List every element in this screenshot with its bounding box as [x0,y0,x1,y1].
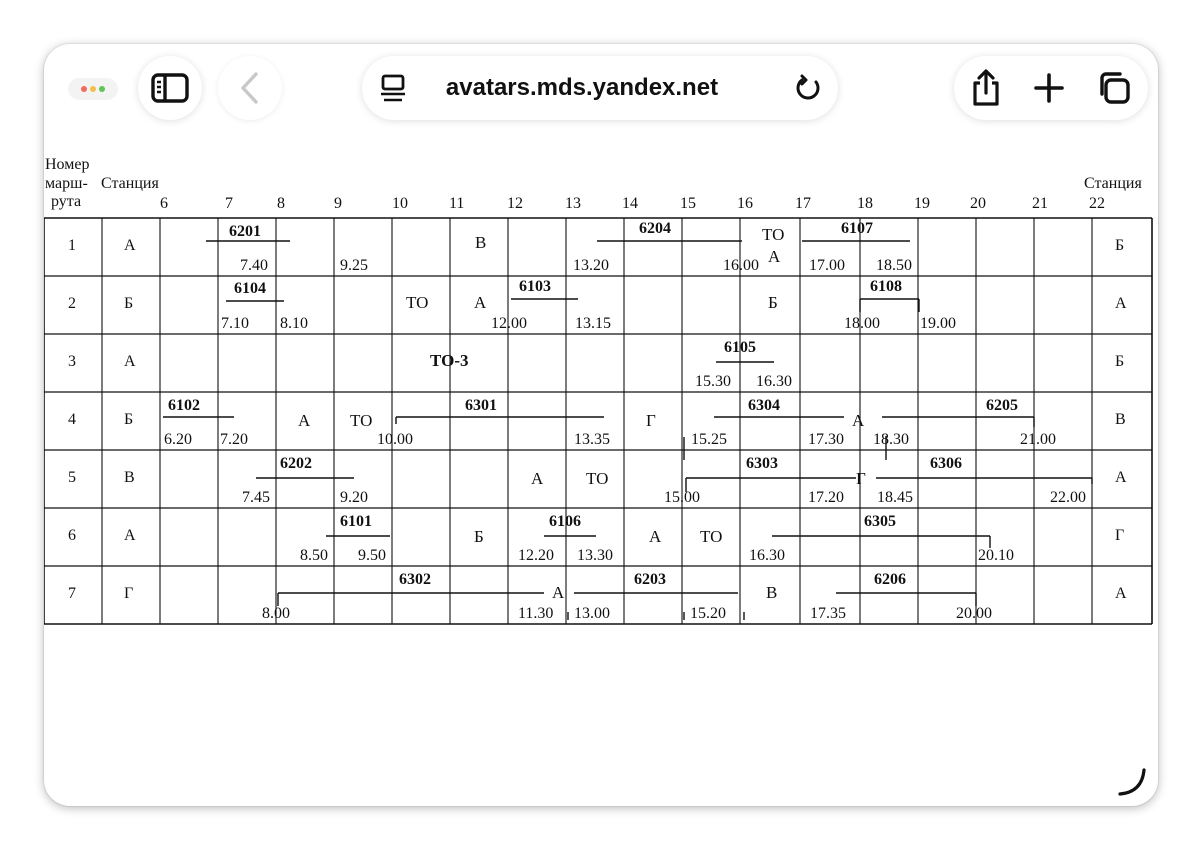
time-label: 10.00 [377,431,413,448]
station-mark: Г [646,411,656,430]
sidebar-button[interactable] [138,56,202,120]
time-label: 18.30 [873,431,909,448]
time-label: 18.50 [876,257,912,274]
hour-11: 11 [449,195,465,212]
hour-17: 17 [795,195,811,212]
time-label: 22.00 [1050,489,1086,506]
station-mark: Б [474,527,484,546]
schedule-marks [298,225,866,602]
station-from: Б [124,411,134,428]
train-number: 6306 [930,455,962,472]
station-from: Б [124,295,134,312]
share-icon[interactable] [970,69,1002,107]
zoom-dot[interactable] [99,86,105,92]
page-menu-icon[interactable] [380,73,406,103]
train-number: 6302 [399,571,431,588]
hour-7: 7 [225,195,233,212]
maintenance-mark: ТО [586,469,609,488]
back-button[interactable] [218,56,282,120]
time-label: 19.00 [920,315,956,332]
train-number: 6108 [870,278,902,295]
close-dot[interactable] [81,86,87,92]
train-number: 6106 [549,513,581,530]
hour-22: 22 [1089,195,1105,212]
maintenance-mark: ТО [406,293,429,312]
route-number: 5 [68,469,76,486]
time-label: 9.20 [340,489,368,506]
station-mark: А [852,411,865,430]
time-label: 13.15 [575,315,611,332]
route-number: 4 [68,411,76,428]
station-mark: В [475,233,487,252]
route-label-line-2: марш- [45,175,88,192]
time-label: 9.50 [358,547,386,564]
time-label: 21.00 [1020,431,1056,448]
address-bar[interactable] [362,56,838,120]
time-label: 13.20 [573,257,609,274]
train-number: 6101 [340,513,372,530]
train-number: 6304 [748,397,780,414]
route-number: 2 [68,295,76,312]
station-to: Б [1115,353,1125,370]
route-label-line-3: рута [51,193,82,210]
time-label: 7.45 [242,489,270,506]
hour-10: 10 [392,195,408,212]
station-right-header: Станция [1084,175,1142,192]
route-number: 3 [68,353,76,370]
hour-14: 14 [622,195,638,212]
time-label: 12.00 [491,315,527,332]
window-controls[interactable] [68,78,118,100]
station-mark: В [766,583,778,602]
time-label: 20.10 [978,547,1014,564]
train-number: 6203 [634,571,666,588]
train-number: 6206 [874,571,906,588]
time-label: 15.20 [690,605,726,622]
station-to: А [1115,469,1127,486]
time-label: 11.30 [518,605,554,622]
station-from: А [124,527,136,544]
train-number: 6305 [864,513,896,530]
time-label: 8.10 [280,315,308,332]
hour-16: 16 [737,195,753,212]
maintenance-mark: ТО [350,411,373,430]
hour-8: 8 [277,195,285,212]
url-text[interactable]: avatars.mds.yandex.net [445,74,719,101]
hour-6: 6 [160,195,168,212]
train-numbers [168,220,1018,588]
browser-window [44,44,1158,806]
station-mark: Г [856,469,866,488]
minimize-dot[interactable] [90,86,96,92]
route-number: 7 [68,585,76,602]
train-schedule-table [44,144,1158,644]
hour-18: 18 [857,195,873,212]
time-label: 16.30 [756,373,792,390]
route-number: 1 [68,237,76,254]
station-from: В [124,469,135,486]
time-label: 16.30 [749,547,785,564]
train-number: 6201 [229,223,261,240]
hour-9: 9 [334,195,342,212]
back-icon [238,71,262,105]
plus-icon[interactable] [1033,72,1065,104]
time-label: 13.00 [574,605,610,622]
time-label: 18.00 [844,315,880,332]
time-label: 6.20 [164,431,192,448]
station-mark: А [768,247,781,266]
hour-scale [160,195,1105,212]
time-label: 20.00 [956,605,992,622]
maintenance-mark: ТО-3 [430,351,469,370]
train-number: 6102 [168,397,200,414]
station-mark: А [474,293,487,312]
time-label: 15.00 [664,489,700,506]
time-label: 9.25 [340,257,368,274]
time-label: 17.35 [810,605,846,622]
reload-icon[interactable] [794,73,822,103]
station-to: Г [1115,527,1125,544]
train-number: 6204 [639,220,671,237]
train-number: 6205 [986,397,1018,414]
time-label: 7.20 [220,431,248,448]
sidebar-icon [150,72,190,104]
station-to: А [1115,295,1127,312]
time-label: 13.30 [577,547,613,564]
hour-12: 12 [507,195,523,212]
time-label: 17.30 [808,431,844,448]
time-label: 7.10 [221,315,249,332]
time-label: 8.00 [262,605,290,622]
time-label: 12.20 [518,547,554,564]
station-from: Г [124,585,134,602]
station-to: А [1115,585,1127,602]
train-number: 6107 [841,220,873,237]
hour-20: 20 [970,195,986,212]
station-mark: А [649,527,662,546]
station-left-header: Станция [101,175,159,192]
time-label: 8.50 [300,547,328,564]
station-mark: А [298,411,311,430]
station-from: А [124,237,136,254]
maintenance-mark: ТО [762,225,785,244]
route-label-line-1: Номер [45,156,90,173]
toolbar-actions [954,56,1148,120]
time-label: 13.35 [574,431,610,448]
train-number: 6303 [746,455,778,472]
hour-21: 21 [1032,195,1048,212]
time-label: 7.40 [240,257,268,274]
train-number: 6104 [234,280,266,297]
time-label: 18.45 [877,489,913,506]
train-number: 6105 [724,339,756,356]
station-mark: Б [768,293,778,312]
resize-corner-icon[interactable] [1114,764,1150,800]
time-label: 15.25 [691,431,727,448]
time-labels [164,257,1086,622]
station-from: А [124,353,136,370]
hour-13: 13 [565,195,581,212]
station-to: В [1115,411,1126,428]
hour-19: 19 [914,195,930,212]
time-label: 16.00 [723,257,759,274]
time-label: 17.00 [809,257,845,274]
station-to: Б [1115,237,1125,254]
tabs-icon[interactable] [1096,70,1132,106]
station-mark: А [552,583,565,602]
time-label: 17.20 [808,489,844,506]
train-number: 6301 [465,397,497,414]
time-label: 15.30 [695,373,731,390]
train-number: 6202 [280,455,312,472]
hour-15: 15 [680,195,696,212]
maintenance-mark: ТО [700,527,723,546]
station-mark: А [531,469,544,488]
route-number: 6 [68,527,76,544]
train-number: 6103 [519,278,551,295]
